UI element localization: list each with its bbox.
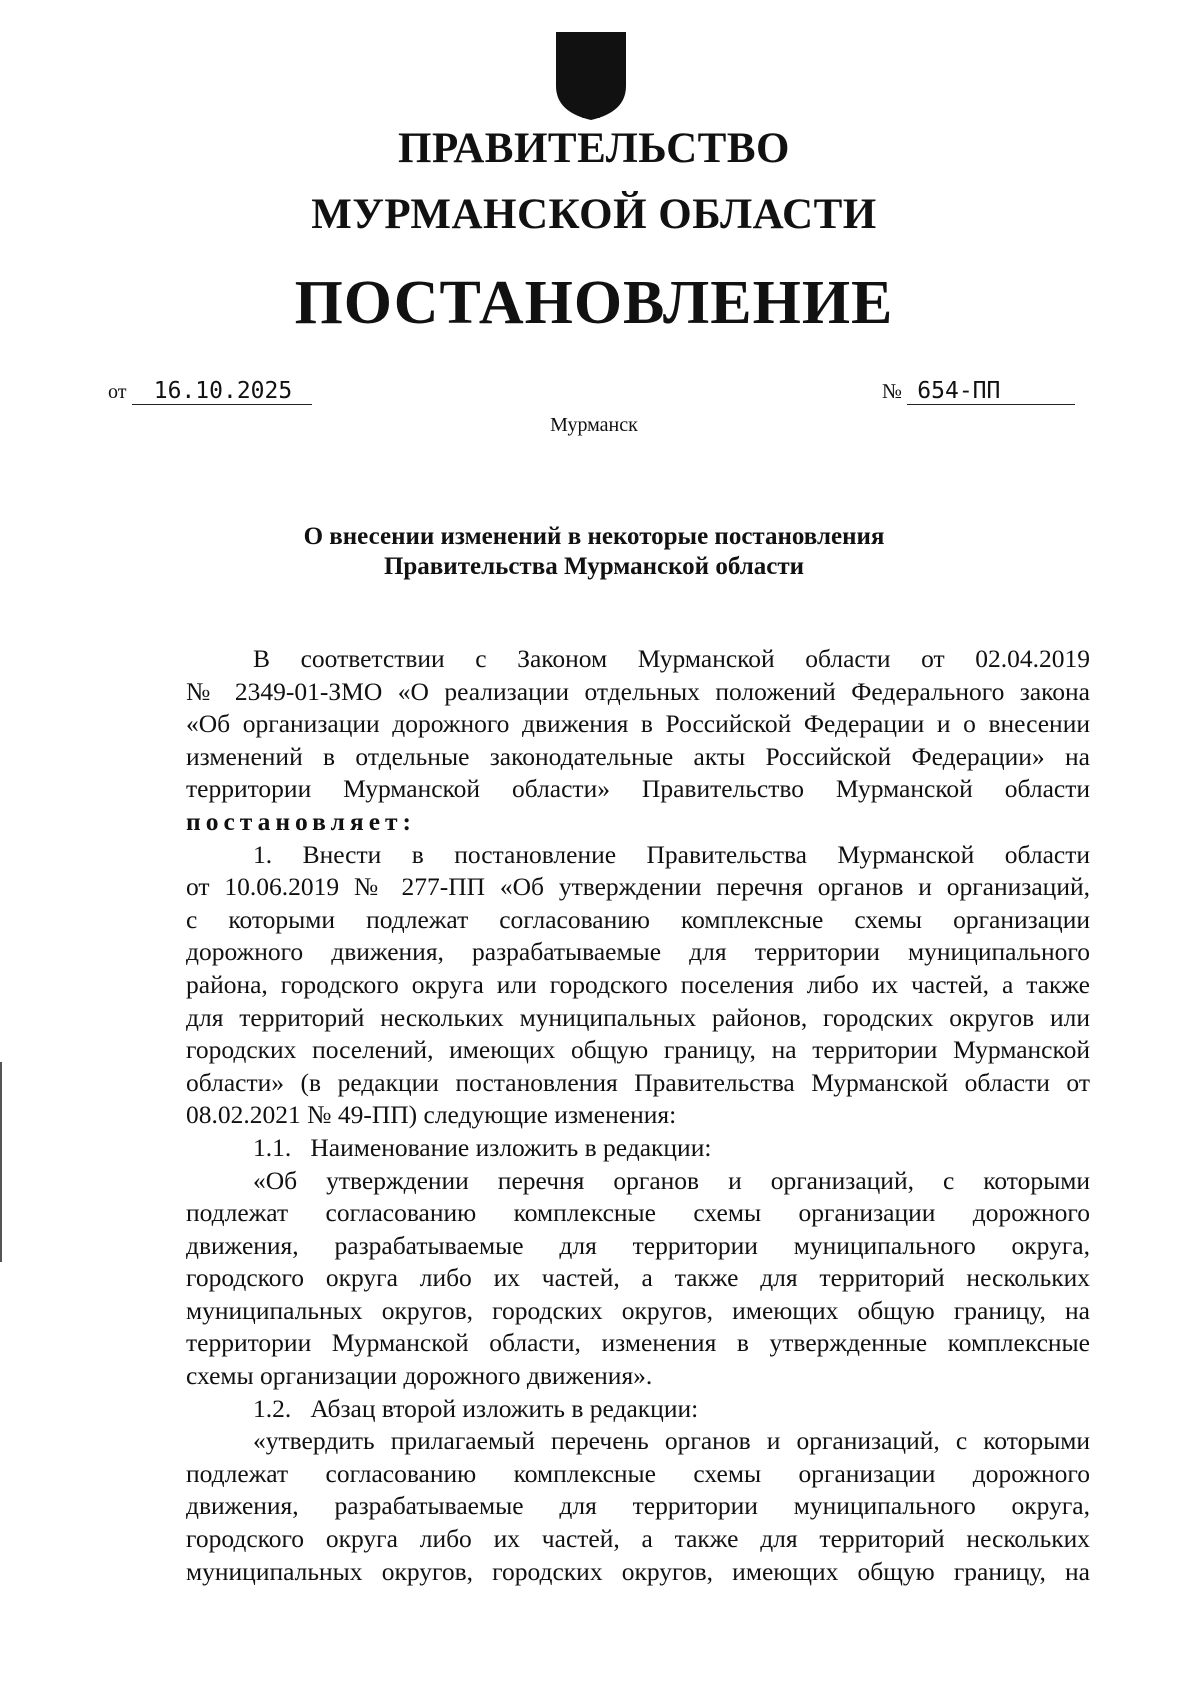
org-name-line2: МУРМАНСКОЙ ОБЛАСТИ [311,191,877,238]
body-line: дорожного движения, разрабатываемые для территории муниципального [186,937,1090,967]
body-line: с которыми подлежат согласованию комплексные схемы организации [186,904,1090,934]
coat-of-arms-emblem [552,28,630,124]
scan-margin-mark [0,1062,2,1262]
body-line: городского округа либо их частей, а также для территорий нескольких [186,1524,1090,1554]
body-line: подлежат согласованию комплексные схемы организации дорожного [186,1458,1090,1488]
body-line: движения, разрабатываемые для территории муниципального округа, [186,1230,1090,1260]
title-line: Правительства Мурманской области [383,553,805,580]
body-line: 1.1. Наименование изложить в редакции: [253,1132,712,1162]
body-line: схемы организации дорожного движения». [186,1361,653,1391]
body-line: 1.2. Абзац второй изложить в редакции: [253,1393,699,1423]
body-line: муниципальных округов, городских округов, имеющих общую границу, на [186,1295,1090,1325]
body-line: движения, разрабатываемые для территории муниципального округа, [186,1491,1090,1521]
body-line: 08.02.2021 № 49-ПП) следующие изменения: [186,1100,677,1130]
body-line: муниципальных округов, городских округов, имеющих общую границу, на [186,1556,1090,1586]
body-line: от 10.06.2019 № 277-ПП «Об утверждении перечня органов и организаций, [186,872,1090,902]
body-line: области» (в редакции постановления Правительства Мурманской области от [186,1067,1090,1097]
document-body [186,643,1090,1588]
body-line: городского округа либо их частей, а также для территорий нескольких [186,1263,1090,1293]
body-line: для территорий нескольких муниципальных районов, городских округов или [186,1002,1090,1032]
shield-icon [552,28,630,124]
body-line: изменений в отдельные законодательные акты Российской Федерации» на [186,741,1090,771]
number-prefix: № [882,379,903,403]
body-line-resolves: постановляет: [186,806,417,836]
org-name-line1: ПРАВИТЕЛЬСТВО [398,125,790,172]
document-type: ПОСТАНОВЛЕНИЕ [294,269,894,337]
number-value: 654-ПП [907,378,1075,405]
body-line: «утвердить прилагаемый перечень органов и организаций, с которыми [253,1426,1090,1456]
body-line: В соответствии с Законом Мурманской области от 02.04.2019 [253,644,1090,673]
city-name: Мурманск [550,414,638,436]
body-line: № 2349-01-ЗМО «О реализации отдельных положений Федерального закона [186,676,1090,706]
body-line: территории Мурманской области, изменения в утвержденные комплексные [186,1328,1090,1358]
date-value: 16.10.2025 [132,378,312,405]
body-line: района, городского округа или городского поселения либо их частей, а также [186,969,1090,999]
title-line: О внесении изменений в некоторые постановления [303,523,885,550]
body-line: «Об организации дорожного движения в Российской Федерации и о внесении [186,709,1090,739]
date-prefix: от [108,381,127,403]
body-line: «Об утверждении перечня органов и организаций, с которыми [253,1165,1090,1195]
document-number [882,378,1075,405]
body-line: городских поселений, имеющих общую границу, на территории Мурманской [186,1035,1090,1065]
body-line: 1. Внести в постановление Правительства Мурманской области [253,839,1090,869]
body-line: подлежат согласованию комплексные схемы организации дорожного [186,1198,1090,1228]
body-line: территории Мурманской области» Правительство Мурманской области [186,774,1090,804]
document-title [0,522,1188,582]
document-date [108,378,312,405]
